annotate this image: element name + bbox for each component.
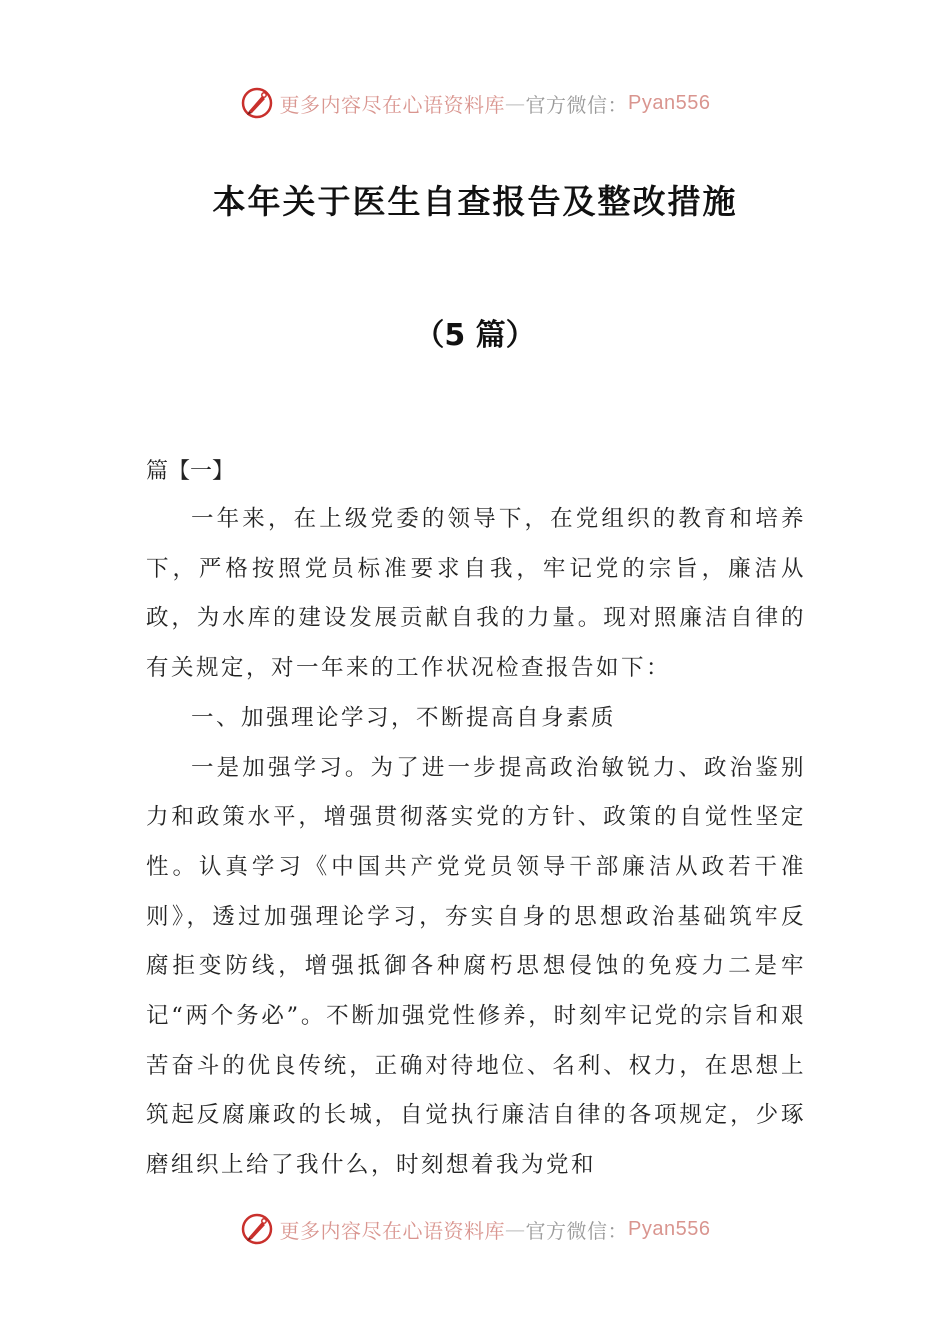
paragraph-2: 一、加强理论学习，不断提高自身素质 [191,704,617,731]
document-body [146,495,806,1191]
watermark-main-text: 更多内容尽在心语资料库 [279,1218,506,1243]
section-label: 篇【一】 [146,459,235,484]
header-watermark [0,86,950,120]
watermark-main-text: 更多内容尽在心语资料库 [279,92,506,117]
paragraph-1: 一年来，在上级党委的领导下，在党组织的教育和培养下，严格按照党员标准要求自我，牢记党的宗旨，廉洁从政，为水库的建设发展贡献自我的力量。现对照廉洁自律的有关规定，对一年来的工作状况检查报告如下： [146,506,806,682]
document-subtitle: （5 篇） [414,318,536,353]
watermark-separator: — [505,1217,526,1241]
watermark-label: 官方微信： [525,1218,629,1243]
watermark-wechat-id: Pyan556 [628,91,711,114]
watermark-separator: — [505,91,526,115]
document-title: 本年关于医生自查报告及整改措施 [212,182,738,221]
watermark-label: 官方微信： [525,92,629,117]
watermark-wechat-id: Pyan556 [628,1217,711,1240]
footer-watermark [0,1212,950,1246]
paragraph-3: 一是加强学习。为了进一步提高政治敏锐力、政治鉴别力和政策水平，增强贯彻落实党的方针、政策的自觉性坚定性。认真学习《中国共产党党员领导干部廉洁从政若干准则》，透过加强理论学习，夯实自身的思想政治基础筑牢反腐拒变防线，增强抵御各种腐朽思想侵蚀的免疫力二是牢记“两个务必”。不断加强党性修养，时刻牢记党的宗旨和艰苦奋斗的优良传统，正确对待地位、名利、权力，在思想上筑起反腐廉政的长城，自觉执行廉洁自律的各项规定，少琢磨组织上给了我什么，时刻想着我为党和 [146,754,806,1179]
pen-logo-icon [240,1212,274,1246]
pen-logo-icon [240,86,274,120]
